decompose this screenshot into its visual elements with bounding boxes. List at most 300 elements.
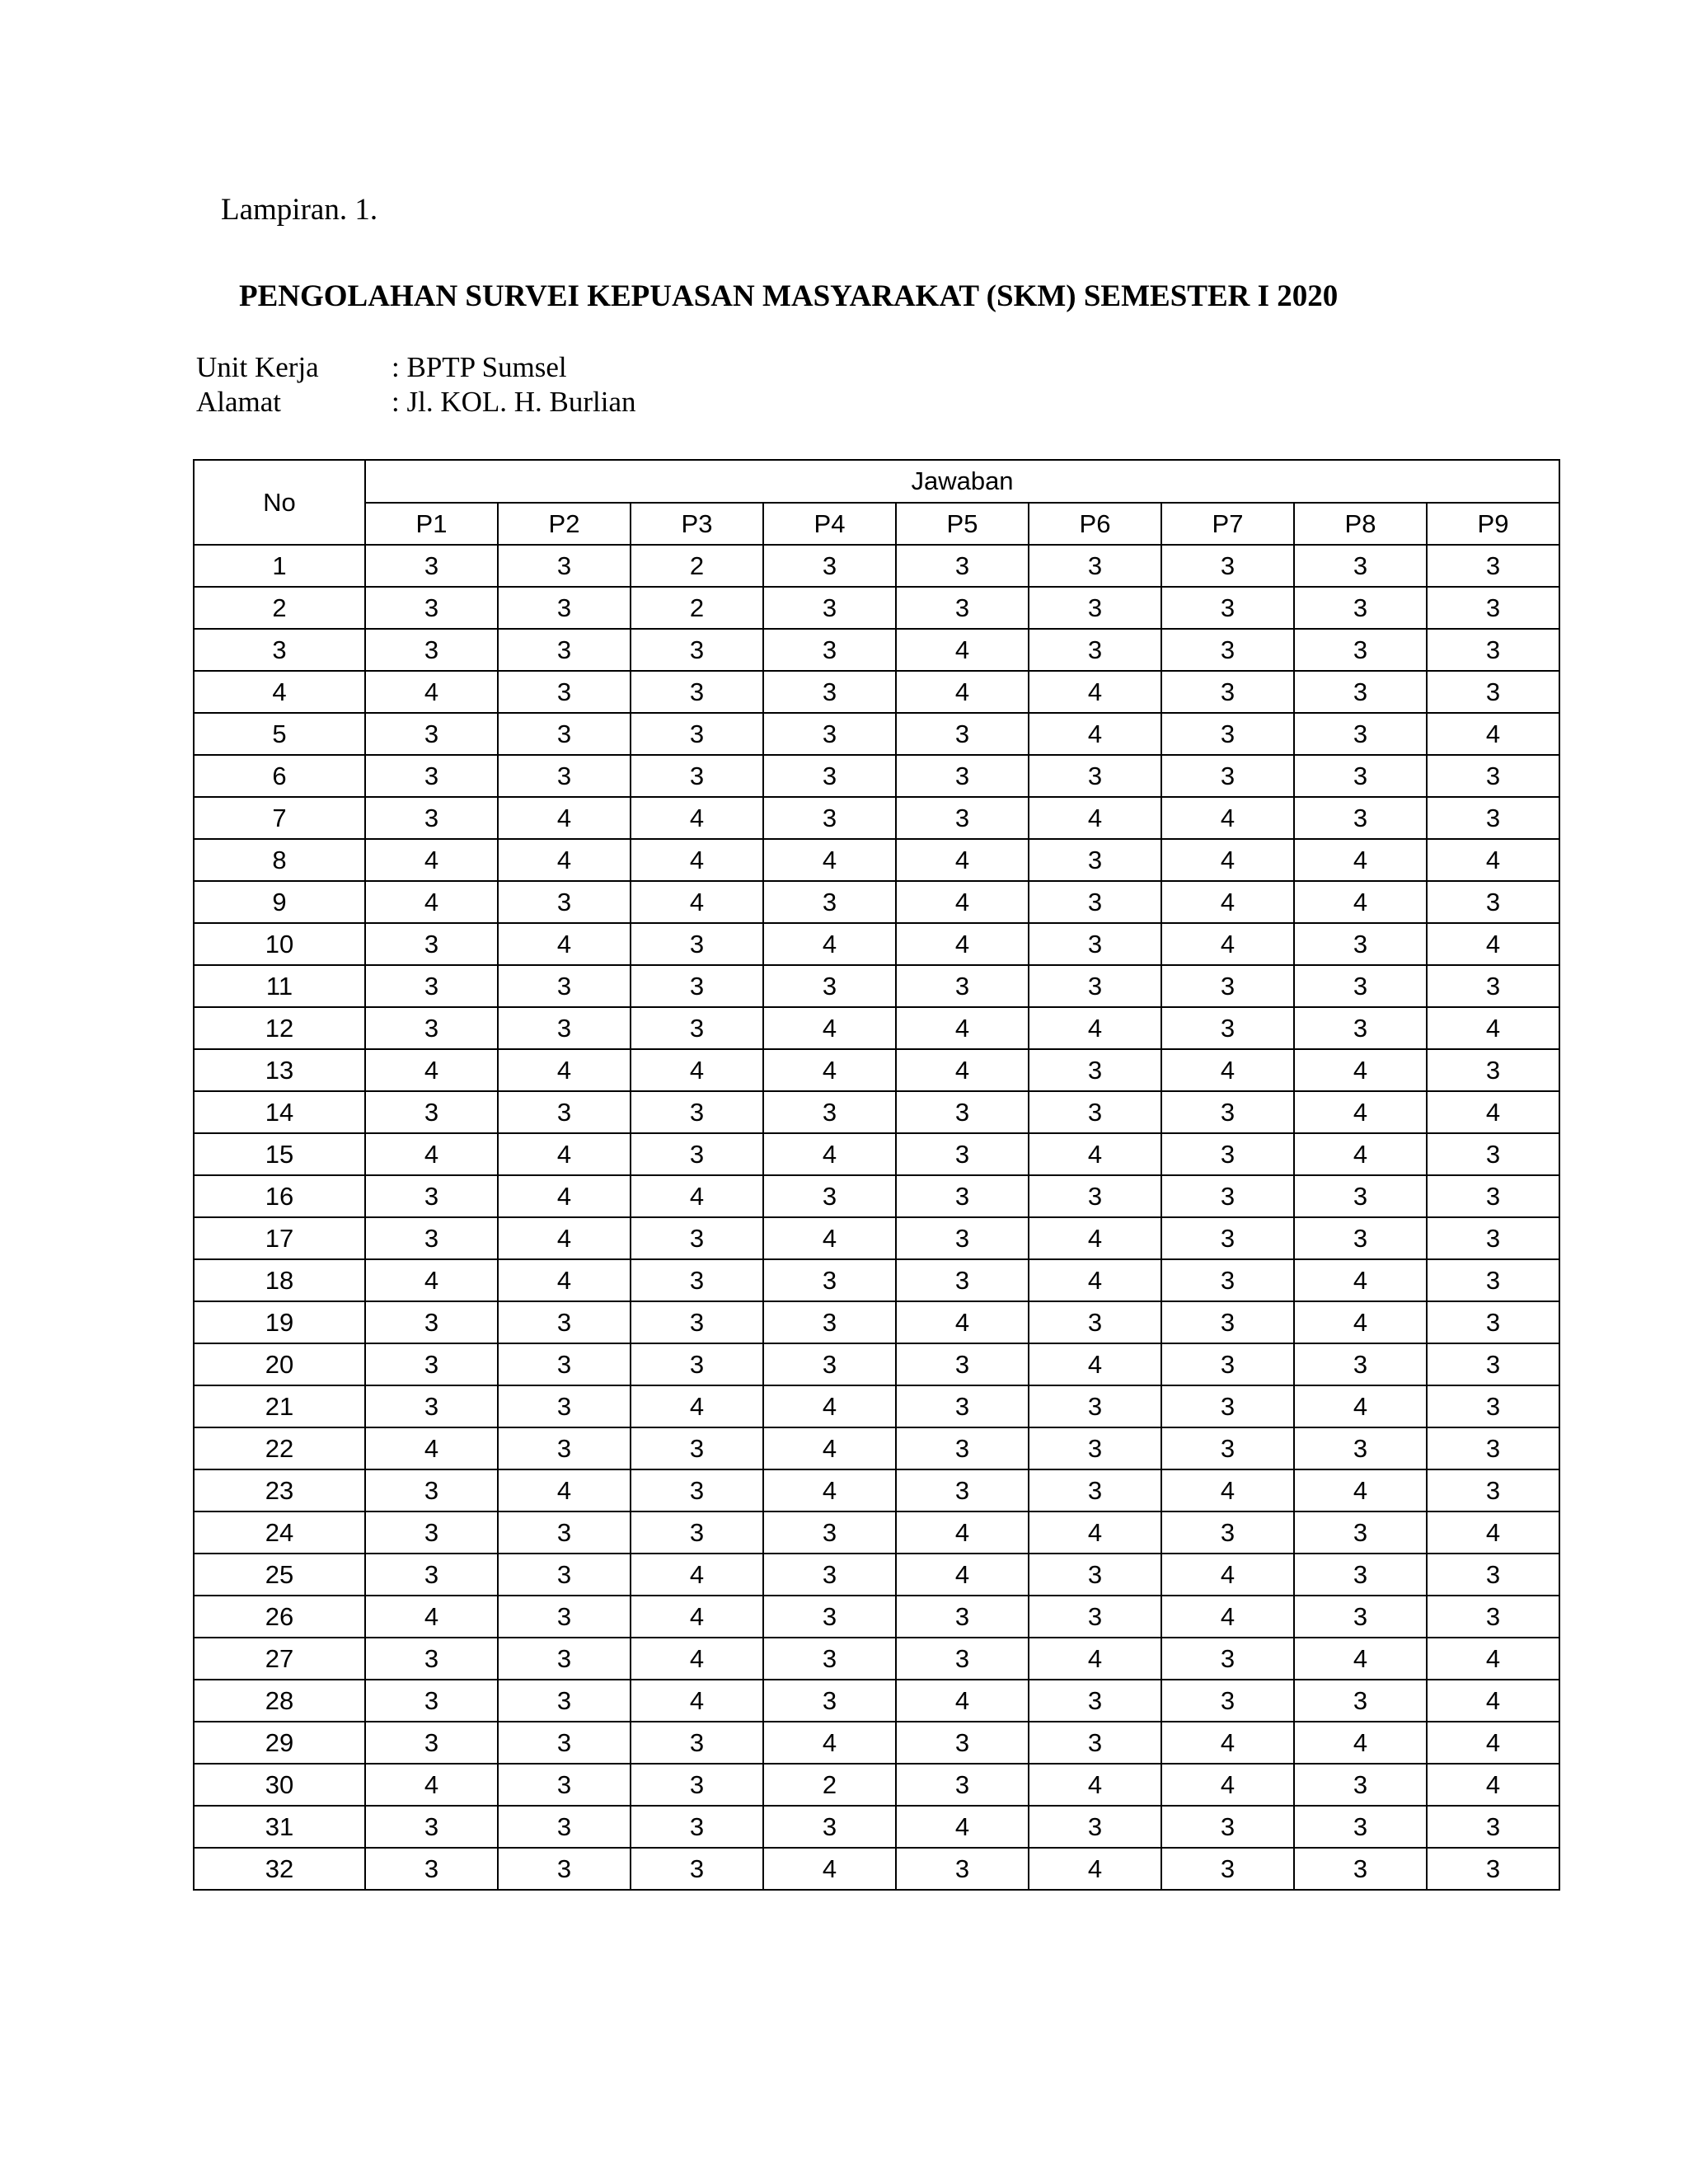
answer-cell: 3 (1029, 1301, 1161, 1343)
answer-cell: 3 (763, 1259, 896, 1301)
answer-cell: 4 (365, 1259, 498, 1301)
answer-cell: 3 (896, 1217, 1029, 1259)
row-number-cell: 21 (194, 1385, 365, 1427)
answer-cell: 3 (1427, 1427, 1559, 1469)
answer-cell: 3 (1294, 1848, 1427, 1890)
answer-cell: 3 (1294, 755, 1427, 797)
column-header-p2: P2 (498, 503, 631, 546)
table-row (194, 1722, 1559, 1764)
answer-cell: 4 (498, 839, 631, 881)
table-row (194, 797, 1559, 839)
row-number-cell: 12 (194, 1007, 365, 1049)
table-row (194, 1007, 1559, 1049)
row-number-cell: 9 (194, 881, 365, 923)
answer-cell: 4 (365, 1049, 498, 1091)
row-number-cell: 17 (194, 1217, 365, 1259)
answer-cell: 2 (763, 1764, 896, 1806)
answer-cell: 4 (631, 797, 763, 839)
answer-cell: 3 (1294, 1427, 1427, 1469)
table-body (194, 545, 1559, 1890)
answer-cell: 3 (1294, 1511, 1427, 1554)
answer-cell: 3 (498, 1806, 631, 1848)
answer-cell: 3 (365, 1343, 498, 1385)
answer-cell: 3 (1294, 1806, 1427, 1848)
table-row (194, 671, 1559, 713)
answer-cell: 3 (1161, 1848, 1294, 1890)
answer-cell: 3 (896, 1469, 1029, 1511)
answer-cell: 4 (763, 1722, 896, 1764)
answer-cell: 3 (763, 1596, 896, 1638)
answer-cell: 4 (498, 1469, 631, 1511)
answer-cell: 3 (631, 1301, 763, 1343)
answer-cell: 3 (1427, 671, 1559, 713)
answer-cell: 3 (498, 671, 631, 713)
answer-cell: 3 (763, 1301, 896, 1343)
answer-cell: 4 (1029, 1259, 1161, 1301)
table-row (194, 587, 1559, 629)
answer-cell: 4 (365, 671, 498, 713)
answer-cell: 3 (896, 1764, 1029, 1806)
answer-cell: 3 (1161, 713, 1294, 755)
answer-cell: 3 (1294, 1007, 1427, 1049)
row-number-cell: 1 (194, 545, 365, 587)
answer-cell: 3 (1029, 1722, 1161, 1764)
answer-cell: 4 (1427, 839, 1559, 881)
answer-cell: 3 (1294, 1596, 1427, 1638)
answer-cell: 4 (631, 1680, 763, 1722)
answer-cell: 4 (763, 1469, 896, 1511)
row-number-cell: 27 (194, 1638, 365, 1680)
alamat-value: : Jl. KOL. H. Burlian (392, 386, 636, 418)
answer-cell: 3 (896, 1722, 1029, 1764)
answer-cell: 3 (498, 1427, 631, 1469)
answer-cell: 3 (1029, 1049, 1161, 1091)
column-header-p1: P1 (365, 503, 498, 546)
answer-cell: 4 (763, 1385, 896, 1427)
answer-cell: 4 (896, 1554, 1029, 1596)
answer-cell: 4 (763, 839, 896, 881)
answer-cell: 3 (365, 965, 498, 1007)
answer-cell: 4 (498, 1217, 631, 1259)
row-number-cell: 32 (194, 1848, 365, 1890)
answer-cell: 3 (365, 1638, 498, 1680)
answer-cell: 3 (365, 1301, 498, 1343)
answer-cell: 4 (896, 839, 1029, 881)
unit-kerja-value: : BPTP Sumsel (392, 351, 567, 383)
answer-cell: 4 (1427, 1638, 1559, 1680)
answer-cell: 4 (1161, 881, 1294, 923)
answer-cell: 4 (365, 1133, 498, 1175)
answer-cell: 4 (1161, 839, 1294, 881)
answer-cell: 3 (1029, 1469, 1161, 1511)
answer-cell: 4 (1294, 1469, 1427, 1511)
answer-cell: 3 (1427, 755, 1559, 797)
answer-cell: 4 (1029, 1133, 1161, 1175)
answer-cell: 3 (763, 1343, 896, 1385)
answer-cell: 3 (631, 1764, 763, 1806)
answer-cell: 3 (1427, 1554, 1559, 1596)
answer-cell: 4 (763, 1427, 896, 1469)
answer-cell: 3 (498, 1554, 631, 1596)
table-row (194, 1049, 1559, 1091)
answer-cell: 3 (631, 1133, 763, 1175)
answer-cell: 4 (1427, 1722, 1559, 1764)
column-header-p5: P5 (896, 503, 1029, 546)
row-number-cell: 14 (194, 1091, 365, 1133)
answer-cell: 3 (1294, 1217, 1427, 1259)
answer-cell: 3 (763, 1806, 896, 1848)
table-row (194, 1301, 1559, 1343)
answer-cell: 3 (763, 881, 896, 923)
answer-cell: 3 (498, 1764, 631, 1806)
answer-cell: 3 (1161, 1385, 1294, 1427)
table-row (194, 713, 1559, 755)
answer-cell: 4 (763, 923, 896, 965)
answer-cell: 3 (1029, 587, 1161, 629)
document-title: PENGOLAHAN SURVEI KEPUASAN MASYARAKAT (SKM) SEMESTER I 2020 (239, 279, 1339, 313)
table-row (194, 545, 1559, 587)
answer-cell: 4 (1161, 1764, 1294, 1806)
answer-cell: 3 (365, 1385, 498, 1427)
answer-cell: 3 (1029, 755, 1161, 797)
answer-cell: 4 (1029, 1217, 1161, 1259)
answer-cell: 3 (1161, 1343, 1294, 1385)
table-row (194, 1511, 1559, 1554)
row-number-cell: 28 (194, 1680, 365, 1722)
answer-cell: 3 (1161, 1511, 1294, 1554)
answer-cell: 4 (1161, 797, 1294, 839)
answer-cell: 3 (763, 1554, 896, 1596)
answer-cell: 3 (1029, 629, 1161, 671)
answer-cell: 4 (1294, 1091, 1427, 1133)
answer-cell: 3 (1029, 1554, 1161, 1596)
answer-cell: 3 (365, 1175, 498, 1217)
answer-cell: 3 (1161, 1638, 1294, 1680)
answer-cell: 3 (631, 755, 763, 797)
alamat-row (196, 387, 636, 416)
table-row (194, 1427, 1559, 1469)
answer-cell: 4 (631, 1554, 763, 1596)
answer-cell: 3 (1427, 1301, 1559, 1343)
answer-cell: 3 (1294, 713, 1427, 755)
answer-cell: 3 (365, 1722, 498, 1764)
question-header-row (194, 503, 1559, 546)
answer-cell: 3 (498, 965, 631, 1007)
table-row (194, 1175, 1559, 1217)
table-row (194, 881, 1559, 923)
row-number-cell: 7 (194, 797, 365, 839)
table-row (194, 1469, 1559, 1511)
answer-cell: 4 (498, 797, 631, 839)
answer-cell: 3 (365, 755, 498, 797)
answer-cell: 4 (1427, 1007, 1559, 1049)
column-header-p4: P4 (763, 503, 896, 546)
answer-cell: 3 (365, 1511, 498, 1554)
answer-cell: 3 (896, 1427, 1029, 1469)
answer-cell: 4 (631, 1049, 763, 1091)
table-row (194, 1385, 1559, 1427)
row-number-cell: 30 (194, 1764, 365, 1806)
answer-cell: 4 (1029, 797, 1161, 839)
answer-cell: 3 (1161, 1091, 1294, 1133)
answer-cell: 4 (1294, 1301, 1427, 1343)
answer-cell: 3 (1029, 1427, 1161, 1469)
answer-cell: 3 (1029, 1385, 1161, 1427)
answer-cell: 4 (896, 671, 1029, 713)
answer-cell: 4 (1294, 881, 1427, 923)
answer-cell: 4 (763, 1217, 896, 1259)
answer-cell: 3 (896, 1596, 1029, 1638)
row-number-cell: 3 (194, 629, 365, 671)
answer-cell: 3 (896, 545, 1029, 587)
answer-cell: 3 (1294, 797, 1427, 839)
answer-cell: 3 (1161, 545, 1294, 587)
answer-cell: 4 (498, 923, 631, 965)
answer-cell: 4 (498, 1133, 631, 1175)
answer-cell: 4 (1427, 1091, 1559, 1133)
answer-cell: 4 (896, 1007, 1029, 1049)
answer-cell: 3 (1029, 1175, 1161, 1217)
answer-cell: 4 (1427, 713, 1559, 755)
answer-cell: 3 (498, 1343, 631, 1385)
answer-cell: 4 (1294, 1638, 1427, 1680)
answer-cell: 3 (1294, 1764, 1427, 1806)
answer-cell: 3 (1294, 1680, 1427, 1722)
answer-cell: 3 (631, 713, 763, 755)
answer-cell: 3 (365, 545, 498, 587)
answer-cell: 3 (896, 1133, 1029, 1175)
answer-cell: 4 (631, 1596, 763, 1638)
answer-cell: 4 (1427, 923, 1559, 965)
answer-cell: 3 (1161, 1259, 1294, 1301)
answer-cell: 3 (1294, 671, 1427, 713)
column-header-p3: P3 (631, 503, 763, 546)
table-row (194, 1343, 1559, 1385)
answer-cell: 4 (1029, 1764, 1161, 1806)
answer-cell: 3 (498, 881, 631, 923)
table-row (194, 1133, 1559, 1175)
answer-cell: 4 (896, 881, 1029, 923)
answer-cell: 3 (631, 1806, 763, 1848)
answer-cell: 4 (896, 1806, 1029, 1848)
row-number-cell: 20 (194, 1343, 365, 1385)
answer-cell: 3 (498, 1596, 631, 1638)
table-row (194, 1217, 1559, 1259)
answer-cell: 4 (631, 839, 763, 881)
answer-cell: 3 (1029, 1596, 1161, 1638)
answer-cell: 4 (763, 1133, 896, 1175)
table-row (194, 965, 1559, 1007)
answer-cell: 3 (1161, 629, 1294, 671)
answer-cell: 3 (498, 1301, 631, 1343)
answer-cell: 3 (763, 965, 896, 1007)
answer-cell: 4 (631, 1385, 763, 1427)
answer-cell: 4 (763, 1007, 896, 1049)
answer-cell: 4 (1161, 1596, 1294, 1638)
column-header-p7: P7 (1161, 503, 1294, 546)
answer-cell: 3 (498, 1385, 631, 1427)
answer-cell: 2 (631, 587, 763, 629)
answer-cell: 4 (365, 1764, 498, 1806)
table-header-row (194, 460, 1559, 503)
answer-cell: 3 (631, 629, 763, 671)
answer-cell: 3 (1029, 545, 1161, 587)
answer-cell: 3 (1161, 1217, 1294, 1259)
answer-cell: 4 (365, 1596, 498, 1638)
answer-cell: 3 (498, 1007, 631, 1049)
answer-cell: 3 (1029, 881, 1161, 923)
answer-cell: 3 (1427, 1596, 1559, 1638)
answer-cell: 4 (1161, 1554, 1294, 1596)
answer-cell: 3 (1427, 1175, 1559, 1217)
row-number-cell: 6 (194, 755, 365, 797)
answer-cell: 3 (1029, 1091, 1161, 1133)
answer-cell: 3 (896, 587, 1029, 629)
answer-cell: 3 (498, 1680, 631, 1722)
answer-cell: 3 (365, 1469, 498, 1511)
answer-cell: 3 (365, 1848, 498, 1890)
row-number-cell: 24 (194, 1511, 365, 1554)
row-number-cell: 13 (194, 1049, 365, 1091)
answer-cell: 3 (1294, 965, 1427, 1007)
answer-cell: 4 (365, 839, 498, 881)
answer-cell: 4 (365, 881, 498, 923)
answer-cell: 4 (763, 1848, 896, 1890)
answer-cell: 3 (1294, 1554, 1427, 1596)
answer-cell: 3 (365, 1680, 498, 1722)
answer-cell: 3 (1161, 965, 1294, 1007)
answer-cell: 4 (631, 881, 763, 923)
answer-cell: 3 (1161, 1133, 1294, 1175)
table-row (194, 1848, 1559, 1890)
answer-cell: 3 (1294, 587, 1427, 629)
answer-cell: 3 (631, 1007, 763, 1049)
table-row (194, 1554, 1559, 1596)
answer-cell: 3 (1427, 1133, 1559, 1175)
answer-cell: 3 (896, 1385, 1029, 1427)
answer-cell: 4 (631, 1175, 763, 1217)
answer-cell: 3 (1161, 587, 1294, 629)
answer-cell: 3 (1029, 1680, 1161, 1722)
answer-cell: 3 (365, 629, 498, 671)
answer-cell: 3 (631, 1848, 763, 1890)
row-number-cell: 22 (194, 1427, 365, 1469)
answer-cell: 3 (1427, 1848, 1559, 1890)
answer-cell: 4 (896, 1301, 1029, 1343)
row-number-cell: 11 (194, 965, 365, 1007)
answer-cell: 3 (498, 587, 631, 629)
table-row (194, 1596, 1559, 1638)
answer-cell: 4 (631, 1638, 763, 1680)
answer-cell: 3 (1161, 1301, 1294, 1343)
answer-cell: 3 (896, 1259, 1029, 1301)
answer-cell: 3 (1029, 839, 1161, 881)
table-row (194, 839, 1559, 881)
table-row (194, 1680, 1559, 1722)
answer-cell: 4 (1161, 1469, 1294, 1511)
answer-cell: 3 (631, 923, 763, 965)
answer-cell: 4 (1294, 1133, 1427, 1175)
answer-cell: 3 (896, 755, 1029, 797)
answer-cell: 3 (896, 1175, 1029, 1217)
answer-cell: 3 (896, 965, 1029, 1007)
answer-cell: 3 (763, 629, 896, 671)
row-number-cell: 4 (194, 671, 365, 713)
answer-cell: 3 (1427, 1343, 1559, 1385)
answer-cell: 4 (1029, 1511, 1161, 1554)
answer-cell: 3 (1294, 629, 1427, 671)
answer-cell: 4 (1029, 671, 1161, 713)
answer-cell: 3 (1161, 1427, 1294, 1469)
answer-cell: 4 (896, 1511, 1029, 1554)
row-number-cell: 23 (194, 1469, 365, 1511)
answer-cell: 4 (1029, 1007, 1161, 1049)
answer-cell: 3 (1427, 1469, 1559, 1511)
answer-cell: 3 (365, 587, 498, 629)
answer-cell: 3 (1029, 965, 1161, 1007)
answer-cell: 3 (896, 713, 1029, 755)
row-number-cell: 15 (194, 1133, 365, 1175)
answer-cell: 4 (763, 1049, 896, 1091)
answer-cell: 3 (763, 1680, 896, 1722)
answer-cell: 3 (1427, 1217, 1559, 1259)
answer-cell: 4 (1294, 1722, 1427, 1764)
answer-cell: 3 (1029, 1806, 1161, 1848)
answer-cell: 3 (1427, 1259, 1559, 1301)
answer-cell: 3 (631, 1722, 763, 1764)
answer-cell: 3 (763, 755, 896, 797)
answer-cell: 3 (365, 1091, 498, 1133)
answer-cell: 3 (365, 923, 498, 965)
answer-cell: 3 (631, 1217, 763, 1259)
row-number-cell: 5 (194, 713, 365, 755)
answer-cell: 3 (1427, 629, 1559, 671)
answer-cell: 4 (896, 923, 1029, 965)
answer-cell: 3 (896, 1848, 1029, 1890)
answer-cell: 3 (631, 1469, 763, 1511)
answer-cell: 4 (498, 1259, 631, 1301)
answer-cell: 3 (1427, 587, 1559, 629)
answer-cell: 3 (631, 1259, 763, 1301)
table-row (194, 1259, 1559, 1301)
answer-cell: 3 (498, 1722, 631, 1764)
answer-cell: 3 (365, 1554, 498, 1596)
answer-cell: 3 (365, 1217, 498, 1259)
row-number-cell: 8 (194, 839, 365, 881)
answer-cell: 3 (365, 797, 498, 839)
answer-cell: 4 (1161, 1722, 1294, 1764)
no-column-header: No (194, 460, 365, 545)
table-row (194, 1764, 1559, 1806)
survey-table (193, 459, 1560, 1891)
answer-cell: 3 (896, 1343, 1029, 1385)
answer-cell: 3 (1294, 923, 1427, 965)
answer-cell: 4 (1427, 1680, 1559, 1722)
answer-cell: 3 (763, 587, 896, 629)
answer-cell: 3 (1161, 1175, 1294, 1217)
row-number-cell: 2 (194, 587, 365, 629)
answer-cell: 4 (1029, 713, 1161, 755)
jawaban-group-header: Jawaban (365, 460, 1559, 503)
answer-cell: 4 (1294, 1259, 1427, 1301)
answer-cell: 3 (1427, 1049, 1559, 1091)
answer-cell: 4 (1029, 1343, 1161, 1385)
row-number-cell: 19 (194, 1301, 365, 1343)
answer-cell: 3 (498, 713, 631, 755)
answer-cell: 3 (365, 713, 498, 755)
column-header-p9: P9 (1427, 503, 1559, 546)
answer-cell: 3 (763, 797, 896, 839)
